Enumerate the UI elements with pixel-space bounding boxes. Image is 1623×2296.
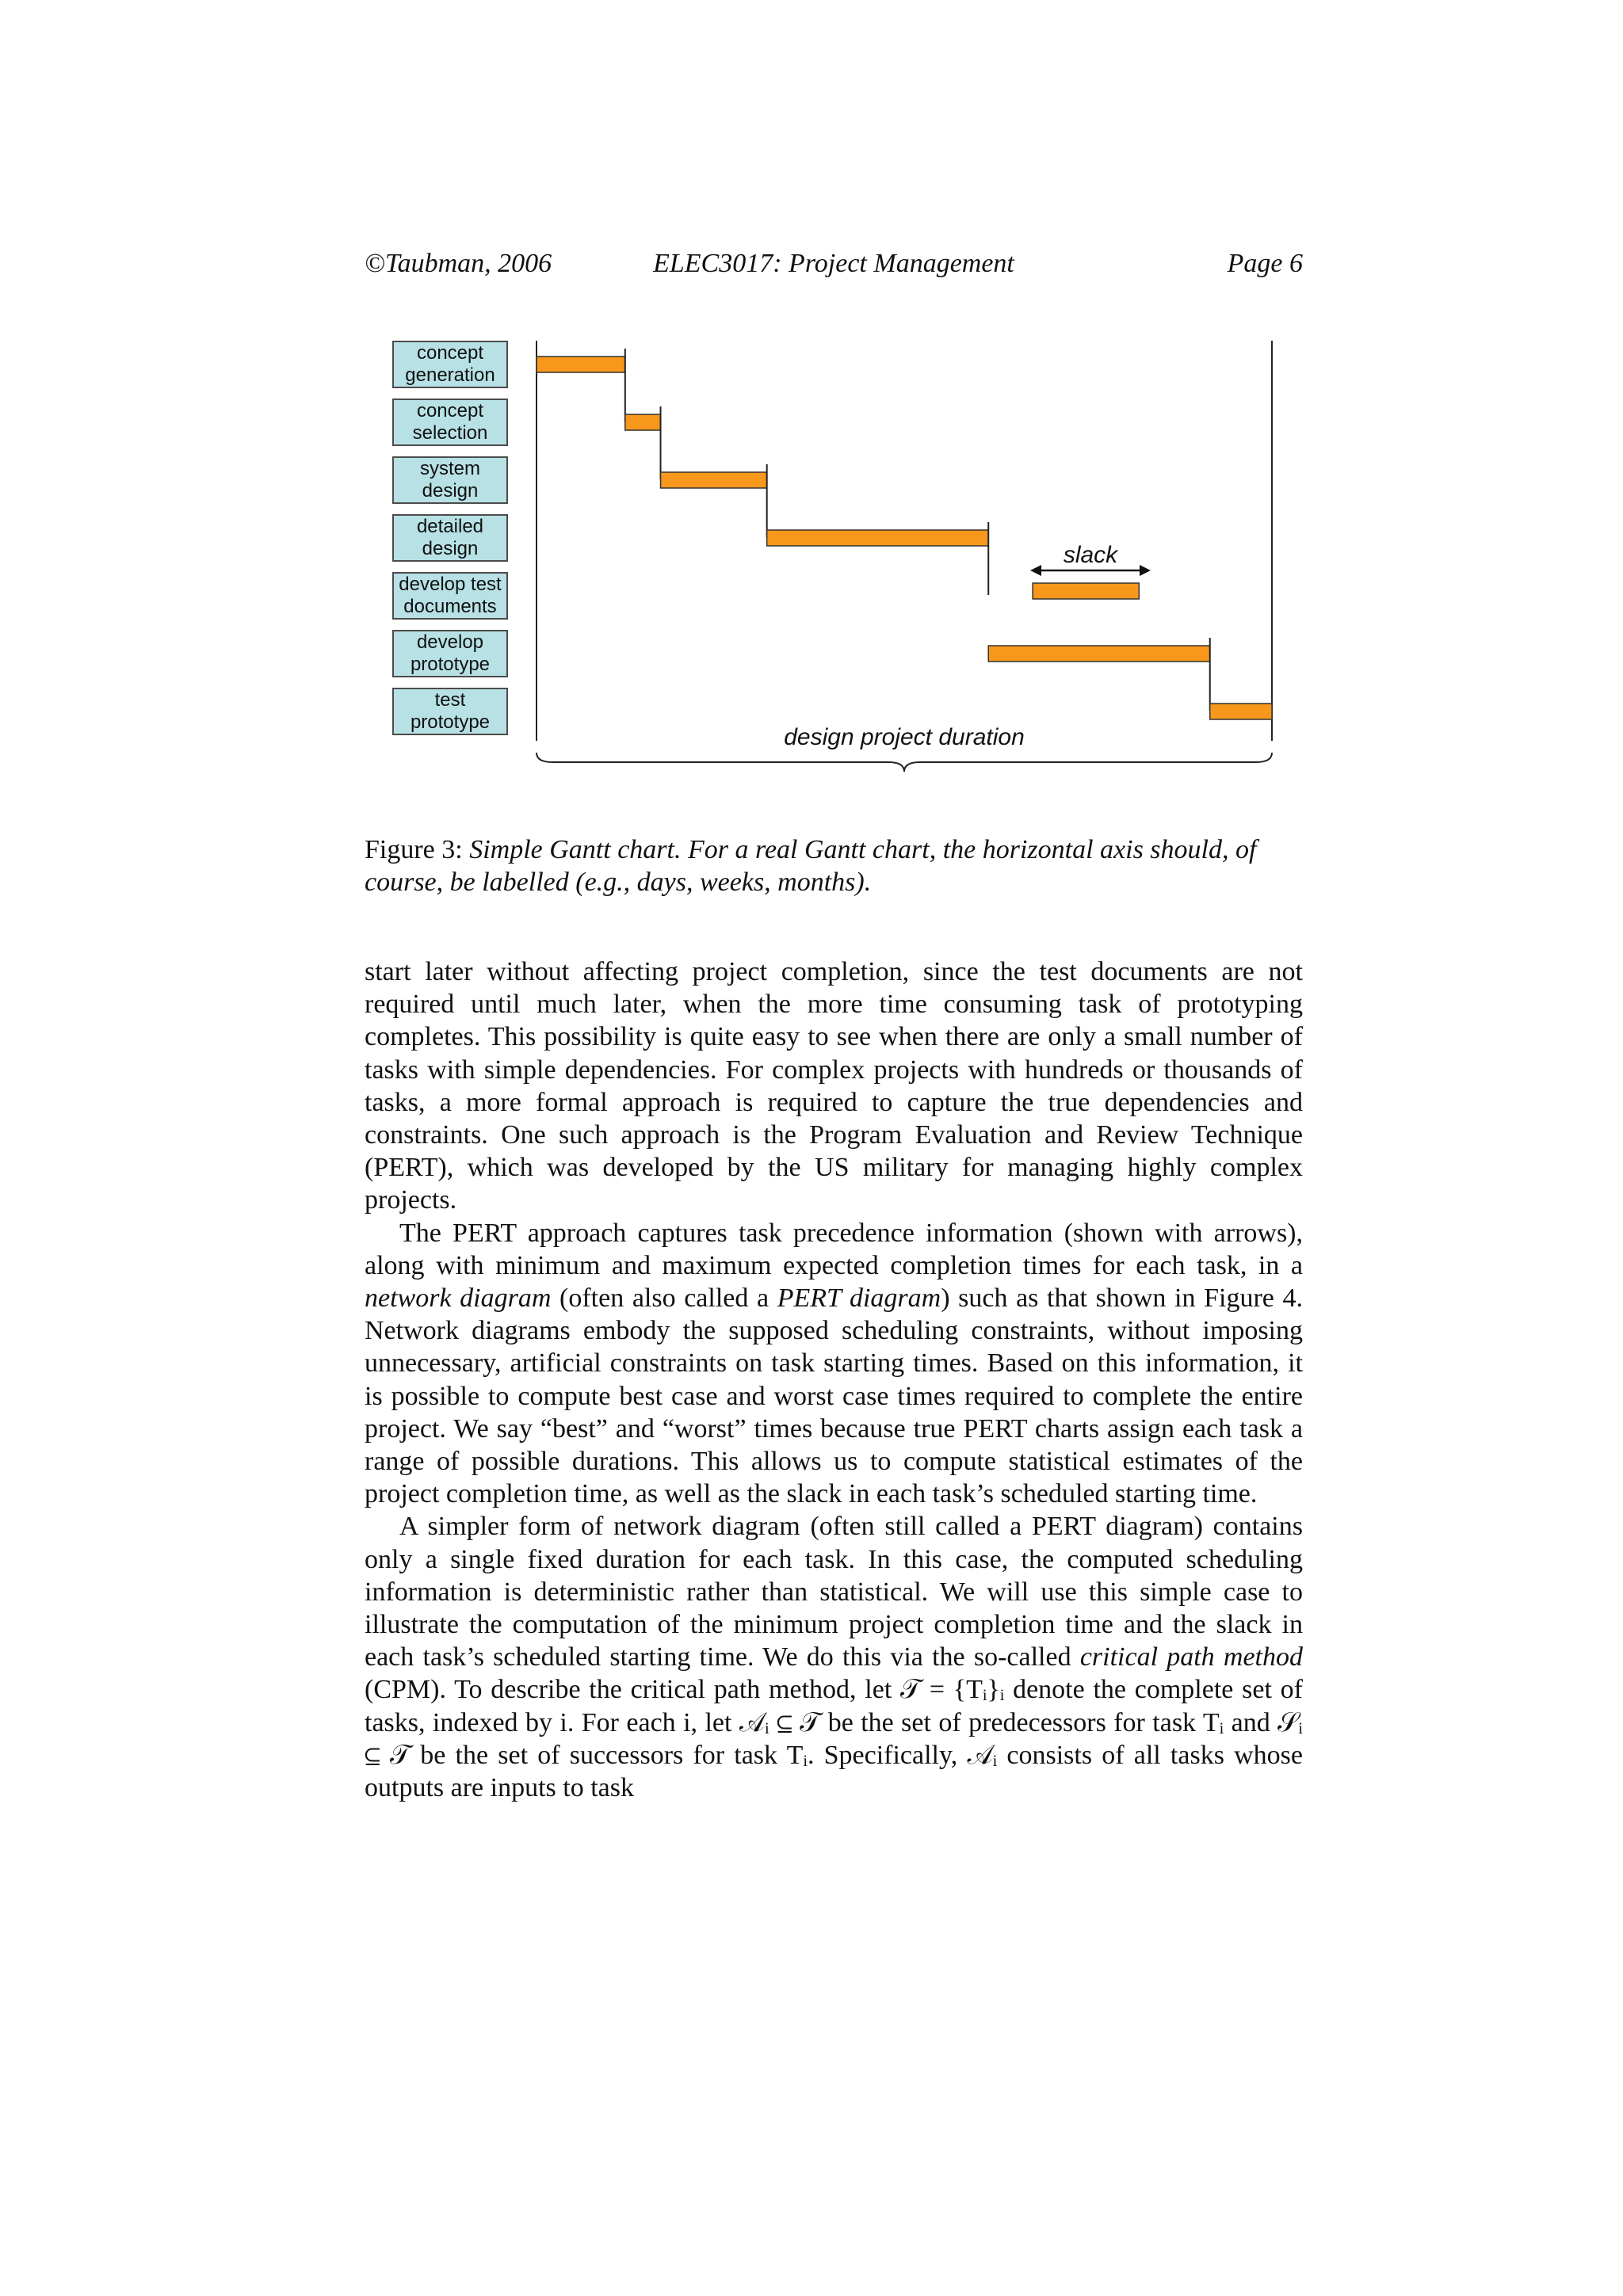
task-label-line: develop: [416, 631, 484, 653]
p3-text-b: (CPM). To describe the critical path method, let 𝒯 = {Tᵢ}ᵢ denote the complete set of tasks, indexed by i. For each i, let 𝒜ᵢ ⊆ 𝒯 be the set of predecessors for task Tᵢ and 𝒮ᵢ ⊆ 𝒯 be the set of successors for task Tᵢ. Specifically, 𝒜ᵢ consists of all tasks whose outputs are inputs to task: [365, 1675, 1303, 1803]
slack-arrow-head-left: [1030, 565, 1041, 576]
task-label-line: design: [422, 538, 479, 559]
gantt-bar: [537, 357, 625, 372]
task-label-line: generation: [405, 364, 495, 386]
task-label-line: prototype: [410, 711, 491, 733]
p3-text-a: A simpler form of network diagram (often still called a PERT diagram) contains only a single fixed duration for each task. In this case, the computed scheduling information is deterministic rather than statistical. We will use this simple case to illustrate the computation of the minimum project completion time and the slack in each task’s scheduled starting time. We do this via the so-called: [365, 1512, 1303, 1672]
header-author: ©Taubman, 2006: [365, 249, 552, 278]
gantt-bar: [767, 530, 989, 546]
p2-term-pert-diagram: PERT diagram: [777, 1283, 941, 1314]
task-label-line: concept: [416, 342, 484, 364]
paragraph-3: [365, 1510, 1303, 1804]
gantt-bar: [988, 646, 1210, 662]
p3-term-critical-path-method: critical path method: [1079, 1642, 1303, 1672]
gantt-chart: [0, 0, 1623, 792]
slack-arrow-head-right: [1140, 565, 1151, 576]
p2-text-a: The PERT approach captures task precedence information (shown with arrows), along with minimum and maximum expected completion times for each task, in a: [365, 1218, 1303, 1280]
gantt-bar: [1210, 704, 1272, 719]
gantt-bar: [1033, 583, 1139, 599]
task-label-line: design: [422, 480, 479, 502]
caption-prefix: Figure 3:: [365, 835, 463, 864]
task-label-line: selection: [412, 422, 488, 444]
task-label-line: concept: [416, 400, 484, 421]
task-label-line: test: [434, 689, 466, 711]
gantt-bar: [625, 414, 661, 430]
paragraph-1: start later without affecting project completion, since the test documents are not required until much later, when the more time consuming task of prototyping completes. This possibility is quite easy to see when there are only a small number of tasks with simple dependencies. For complex projects with hundreds or thousands of tasks, a more formal approach is required to capture the true dependencies and constraints. One such approach is the Program Evaluation and Review Technique (PERT), which was developed by the US military for managing highly complex projects.: [365, 957, 1303, 1215]
task-label-line: detailed: [416, 516, 484, 537]
duration-label: design project duration: [784, 724, 1025, 750]
paragraph-2: [365, 1217, 1303, 1511]
body-text: [365, 955, 1303, 1804]
header-page-number: Page 6: [1227, 249, 1303, 278]
task-label-line: prototype: [410, 654, 491, 675]
gantt-bar: [661, 472, 767, 488]
caption-text: Simple Gantt chart. For a real Gantt chart, the horizontal axis should, of course, be labelled (e.g., days, weeks, months).: [365, 835, 1257, 897]
duration-brace: [537, 753, 1272, 772]
task-label-line: develop test: [399, 574, 502, 595]
task-label-line: system: [419, 458, 480, 479]
gantt-figure: [0, 0, 1623, 792]
p2-text-b: (often also called a: [551, 1283, 777, 1314]
p2-text-c: ) such as that shown in Figure 4. Network diagrams embody the supposed scheduling constraints, without imposing unnecessary, artificial constraints on task starting times. Based on this information, it is possible to compute best case and worst case times required to complete the entire project. We say “best” and “worst” times because true PERT charts assign each task a range of possible durations. This allows us to compute statistical estimates of the project completion time, as well as the slack in each task’s scheduled starting time.: [365, 1283, 1303, 1509]
header-course: ELEC3017: Project Management: [653, 249, 1014, 278]
slack-label: slack: [1063, 542, 1118, 568]
figure-caption: [365, 833, 1303, 898]
task-label-line: documents: [403, 596, 497, 617]
p2-term-network-diagram: network diagram: [365, 1283, 552, 1314]
